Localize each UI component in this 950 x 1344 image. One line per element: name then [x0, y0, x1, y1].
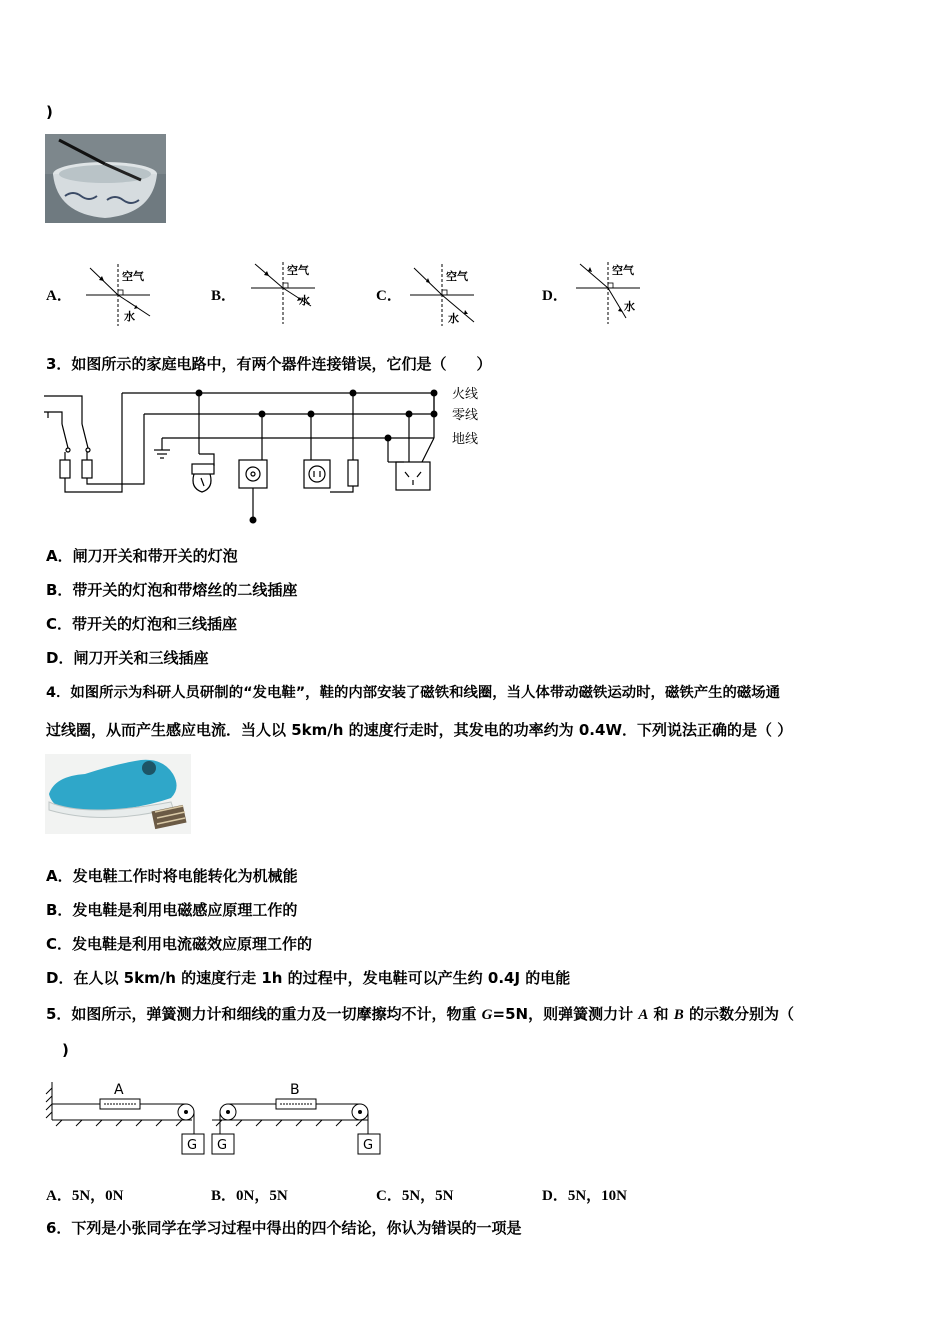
meter-b-label: B — [290, 1082, 300, 1098]
q3-stem: 3．如图所示的家庭电路中，有两个器件连接错误，它们是（ ） — [46, 355, 492, 373]
question-continuation-paren: ) — [46, 103, 53, 121]
q5-stem-part3: 和 — [648, 1005, 674, 1023]
q5-meter-a-symbol: A — [638, 1007, 649, 1023]
q5-option-a: A．5N，0N — [46, 1188, 124, 1204]
q2-d-water-label: 水 — [624, 300, 635, 313]
q2-a-water-label: 水 — [124, 310, 135, 323]
q5-stem — [46, 1004, 794, 1025]
q4-option-c: C．发电鞋是利用电流磁效应原理工作的 — [46, 935, 313, 953]
q2-a-air-label: 空气 — [122, 270, 144, 283]
q2-option-d-label: D． — [542, 288, 568, 304]
q2-option-d-diagram — [574, 260, 646, 326]
neutral-wire-label: 零线 — [452, 408, 479, 423]
q4-option-b: B．发电鞋是利用电磁感应原理工作的 — [46, 901, 298, 919]
q2-option-c-diagram — [408, 262, 480, 328]
q5-meter-b-symbol: B — [673, 1007, 684, 1023]
q2-option-a-diagram — [84, 262, 156, 328]
q3-option-a: A．闸刀开关和带开关的灯泡 — [46, 547, 238, 565]
q2-d-air-label: 空气 — [612, 264, 634, 277]
household-circuit-diagram — [44, 384, 494, 526]
ground-wire-label: 地线 — [452, 432, 479, 447]
q5-weight-symbol: G — [481, 1007, 493, 1023]
weight-g-left: G — [187, 1138, 198, 1153]
weight-g-mid: G — [217, 1138, 228, 1153]
q5-stem-part1: 5．如图所示，弹簧测力计和细线的重力及一切摩擦均不计，物重 — [46, 1005, 482, 1023]
q3-option-c: C．带开关的灯泡和三线插座 — [46, 615, 238, 633]
q5-option-d: D．5N，10N — [542, 1188, 627, 1204]
q4-option-a: A．发电鞋工作时将电能转化为机械能 — [46, 867, 298, 885]
q5-option-c: C．5N，5N — [376, 1188, 454, 1204]
live-wire-label: 火线 — [452, 387, 479, 402]
q2-option-a-label: A． — [46, 288, 72, 304]
q2-option-c-label: C． — [376, 288, 402, 304]
q4-option-d: D．在人以 5km/h 的速度行走 1h 的过程中，发电鞋可以产生约 0.4J 的电能 — [46, 969, 571, 987]
q5-option-b: B．0N，5N — [211, 1188, 288, 1204]
q2-b-water-label: 水 — [299, 294, 310, 307]
q5-stem-part2: =5N，则弹簧测力计 — [492, 1005, 639, 1023]
q3-option-d: D．闸刀开关和三线插座 — [46, 649, 209, 667]
q6-stem: 6．下列是小张同学在学习过程中得出的四个结论，你认为错误的一项是 — [46, 1219, 522, 1237]
q4-stem-line1: 4．如图所示为科研人员研制的“发电鞋”，鞋的内部安装了磁铁和线圈，当人体带动磁铁运动时，磁铁产生的磁场通 — [46, 685, 781, 701]
q2-b-air-label: 空气 — [287, 264, 309, 277]
q5-stem-line2: ) — [62, 1041, 69, 1059]
q2-c-air-label: 空气 — [446, 270, 468, 283]
q5-stem-part4: 的示数分别为（ — [683, 1005, 795, 1023]
q3-option-b: B．带开关的灯泡和带熔丝的二线插座 — [46, 581, 298, 599]
q2-option-b-label: B． — [211, 288, 237, 304]
bowl-chopstick-photo — [45, 134, 166, 223]
spring-scale-diagram — [42, 1078, 387, 1160]
q2-c-water-label: 水 — [448, 312, 459, 325]
q2-option-b-diagram — [249, 260, 321, 326]
weight-g-right: G — [363, 1138, 374, 1153]
meter-a-label: A — [114, 1082, 124, 1098]
power-shoe-photo — [45, 754, 191, 834]
q4-stem-line2: 过线圈，从而产生感应电流．当人以 5km/h 的速度行走时，其发电的功率约为 0.4W．下列说法正确的是（ ） — [46, 721, 793, 739]
